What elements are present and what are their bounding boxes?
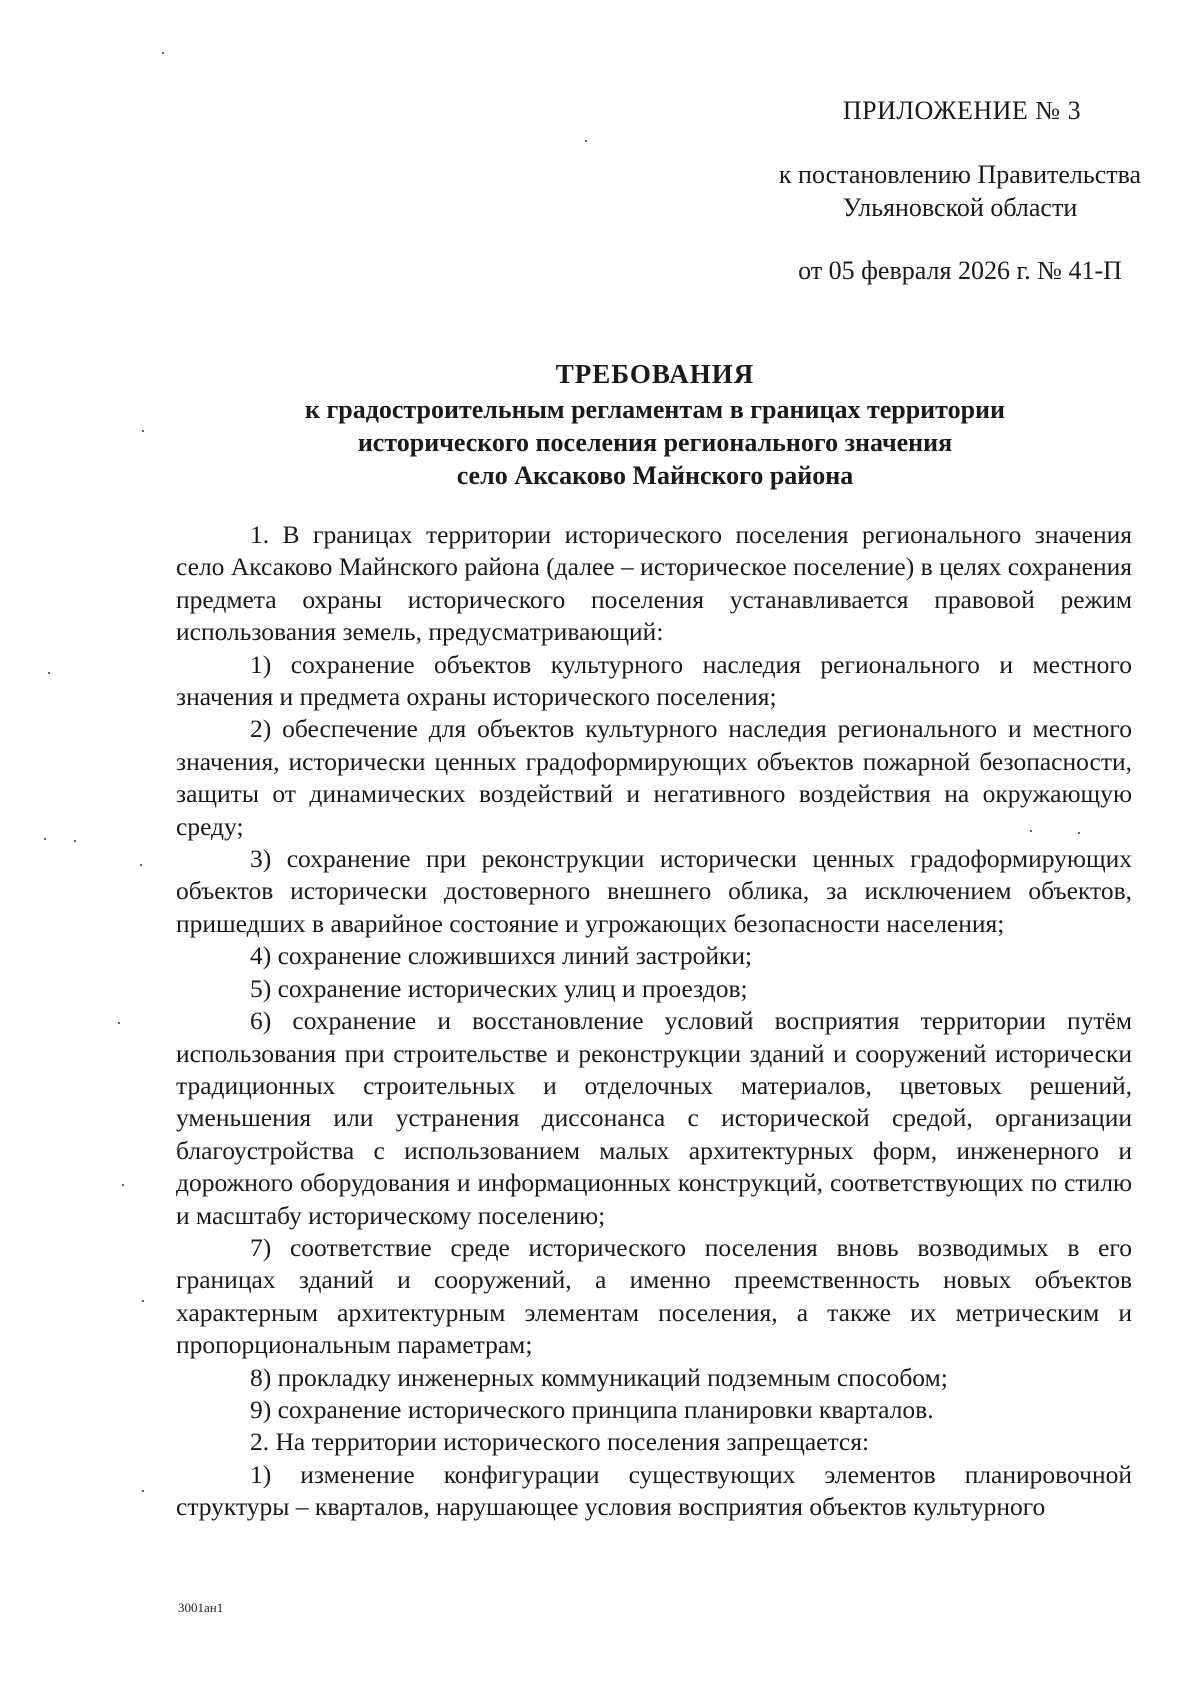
scan-speck [1078,832,1080,834]
scan-speck [142,1300,144,1302]
scan-speck [44,838,46,840]
paragraph: 4) сохранение сложившихся линий застройки; [250,941,753,971]
annex-reference-line-2: Ульяновской области [842,193,1078,222]
paragraph: 1) сохранение объектов культурного наследия регионального и местного значения и предмета охраны исторического поселения; [176,649,1132,712]
paragraph: 3) сохранение при реконструкции исторически ценных градоформирующих объектов исторически достоверного внешнего облика, за исключением объектов, пришедших в аварийное состояние и угрожающих безопасности населения; [176,844,1132,938]
paragraph: 8) прокладку инженерных коммуникаций подземным способом; [250,1362,948,1392]
title-line-3: село Аксаково Майнского района [456,461,854,490]
document-code: 3001ан1 [178,1600,224,1615]
scan-speck [48,672,50,674]
annex-date: от 05 февраля 2026 г. № 41-П [798,256,1122,285]
paragraph: 2) обеспечение для объектов культурного наследия регионального и местного значения, исторически ценных градоформирующих объектов пожарной безопасности, защиты от динамических воздействий и негативного воздействия на окружающую среду; [176,714,1132,841]
paragraph: 6) сохранение и восстановление условий восприятия территории путём использования при строительстве и реконструкции зданий и сооружений исторически традиционных строительных и отделочных материалов, цветовых решений, уменьшения или устранения диссонанса с исторической средой, организации благоустройства с использованием малых архитектурных форм, инженерного и дорожного оборудования и информационных конструкций, соответствующих по стилю и масштабу историческому поселению; [176,1006,1132,1230]
paragraph: 9) сохранение исторического принципа планировки кварталов. [250,1394,934,1424]
scan-speck [122,1184,124,1186]
scan-speck [162,52,164,54]
scan-speck [142,430,144,432]
title-line-2: исторического поселения регионального значения [357,428,953,457]
annex-reference-line-1: к постановлению Правительства [778,160,1142,189]
scan-speck [118,1022,120,1024]
scan-speck [142,1490,144,1492]
scan-speck [140,864,142,866]
title-main: ТРЕБОВАНИЯ [555,359,755,389]
paragraph: 5) сохранение исторических улиц и проездов; [250,973,748,1003]
paragraph: 7) соответствие среде исторического поселения вновь возводимых в его границах зданий и сооружений, а именно преемственность новых объектов характерным архитектурным элементам поселения, а также их метрическим и пропорциональным параметрам; [176,1232,1132,1360]
annex-title: ПРИЛОЖЕНИЕ № 3 [842,96,1082,125]
paragraph: 2. На территории исторического поселения запрещается: [250,1427,870,1457]
paragraph: 1. В границах территории исторического поселения регионального значения село Аксаково Майнского района (далее – историческое поселение) в целях сохранения предмета охраны исторического поселения устанавливается правовой режим использования земель, предусматривающий: [176,520,1132,647]
scan-speck [74,840,76,842]
scan-speck [585,140,587,142]
scan-speck [1030,830,1032,832]
document-body [176,519,1132,1524]
title-line-1: к градостроительным регламентам в границах территории [304,395,1006,424]
paragraph: 1) изменение конфигурации существующих элементов планировочной структуры – кварталов, нарушающее условия восприятия объектов культурного [176,1459,1132,1522]
document-title [180,358,1130,492]
annex-reference [740,158,1180,224]
